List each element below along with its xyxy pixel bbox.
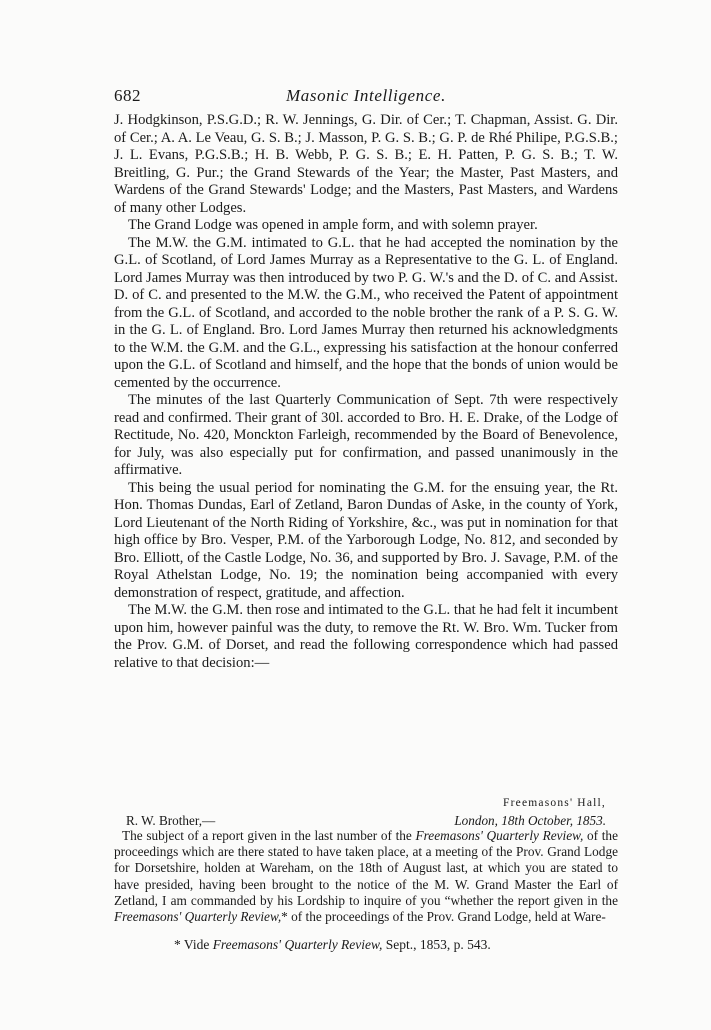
running-head: Masonic Intelligence. [286, 86, 446, 105]
page-number: 682 [114, 86, 141, 105]
paragraph-representative: The M.W. the G.M. intimated to G.L. that he had accepted the nomination by the G.L. of Scotland, of Lord James Murray as a Representative to the G. L. of England. Lord James Murray was then introduced by two P. G. W.'s and the D. of C. and Assist. D. of C. and presented to the M.W. the G.M., who received the Patent of appointment from the G.L. of Scotland, and accorded to the noble brother the rank of a P. S. G. W. in the G. L. of England. Bro. Lord James Murray then returned his acknowledgments to the W.M. the G.M. and the G.L., expressing his satisfaction at the honour conferred upon the G.L. of Scotland and himself, and the hope that the bonds of union would be cemented by the occurrence. [114, 234, 618, 391]
paragraph-minutes: The minutes of the last Quarterly Communication of Sept. 7th were respectively read and confirmed. Their grant of 30l. accorded to Bro. H. E. Drake, of the Lodge of Rectitude, No. 420, Monckton Farleigh, recommended by the Board of Benevolence, for July, was also especially put for confirmation, and passed unanimously in the affirmative. [114, 392, 618, 478]
body-text [114, 112, 618, 672]
letter-text-3: * of the proceedings of the Prov. Grand Lodge, held at Ware- [281, 909, 606, 925]
footnote-mark: * Vide [174, 937, 213, 952]
letter-body [114, 828, 618, 925]
page-header [114, 86, 618, 110]
paragraph-nomination: This being the usual period for nominating the G.M. for the ensuing year, the Rt. Hon. Thomas Dundas, Earl of Zetland, Baron Dundas of Aske, in the county of York, Lord Lieutenant of the North Riding of Yorkshire, &c., was put in nomination for that high office by Bro. Vesper, P.M. of the Yarborough Lodge, No. 812, and seconded by Bro. Elliott, of the Castle Lodge, No. 36, and supported by Bro. J. Savage, P.M. of the Royal Athelstan Lodge, No. 19; the nomination being accompanied with every demonstration of respect, gratitude, and affection. [114, 479, 618, 601]
letter-date: London, 18th October, 1853. [454, 813, 606, 828]
letter-text-1: The subject of a report given in the last number of the [122, 828, 416, 843]
letter-paragraph [114, 828, 618, 925]
paragraph-removal: The M.W. the G.M. then rose and intimated to the G.L. that he had felt it incumbent upon him, however painful was the duty, to remove the Rt. W. Bro. Wm. Tucker from the Prov. G.M. of Dorset, and read the following correspondence which had passed relative to that decision:— [114, 602, 618, 671]
letter-place: Freemasons' Hall, [503, 797, 606, 809]
letter-salutation: R. W. Brother,— [126, 813, 216, 828]
paragraph-opening: The Grand Lodge was opened in ample form, and with solemn prayer. [128, 217, 538, 233]
paragraph-attendees: J. Hodgkinson, P.S.G.D.; R. W. Jennings, G. Dir. of Cer.; T. Chapman, Assist. G. Dir. of Cer.; A. A. Le Veau, G. S. B.; J. Masson, P. G. S. B.; G. P. de Rhé Philipe, P.G.S.B.; J. L. Evans, P.G.S.B.; H. B. Webb, P. G. S. B.; E. H. Patten, P. G. S. B.; T. W. Breitling, G. Pur.; the Grand Stewards of the Year; the Master, Past Masters, and Wardens of the Grand Stewards' Lodge; and the Masters, Past Masters, and Wardens of many other Lodges. [114, 112, 618, 216]
letter-review-title-1: Freemasons' Quarterly Review, [415, 828, 584, 843]
letter-text-2: of the proceedings which are there stated to have taken place, at a meeting of the Prov. Grand Lodge for Dorsetshire, holden at Wareham, on the 18th of August last, at which you are stated to have presided, having been brought to the notice of the M. W. Grand Master the Earl of Zetland, I am commanded by his Lordship to inquire of you “whether the report given in the [114, 828, 618, 908]
footnote-reference: Sept., 1853, p. 543. [382, 937, 491, 952]
letter-heading [114, 797, 618, 831]
letter-review-title-2: Freemasons' Quarterly Review, [114, 909, 282, 925]
footnote-title: Freemasons' Quarterly Review, [212, 937, 383, 952]
footnote [174, 937, 594, 953]
